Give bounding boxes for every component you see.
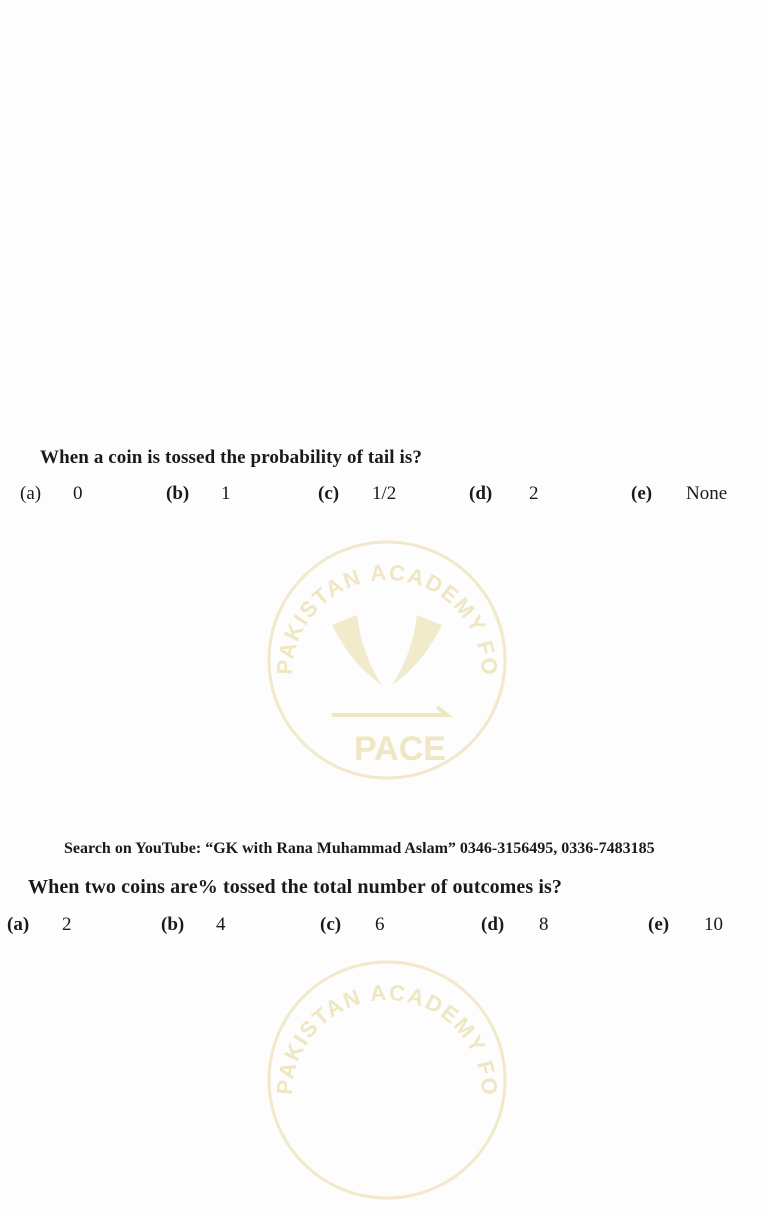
option-value: 2 <box>62 914 72 935</box>
option-value: 2 <box>529 483 539 504</box>
option-value: None <box>686 483 728 504</box>
q2-option-e <box>648 914 723 936</box>
option-label: (b) <box>161 914 185 935</box>
q2-option-c <box>320 914 385 936</box>
option-label: (e) <box>631 483 653 504</box>
option-label: (a) <box>7 914 30 935</box>
q1-option-a <box>20 483 83 505</box>
q2-option-b <box>161 914 226 936</box>
option-label: (c) <box>318 483 340 504</box>
q1-option-d <box>469 483 539 505</box>
option-value: 8 <box>539 914 549 935</box>
q1-option-b <box>166 483 231 505</box>
q1-option-e <box>631 483 728 505</box>
option-value: 6 <box>375 914 385 935</box>
option-label: (a) <box>20 483 42 504</box>
option-value: 1/2 <box>372 483 397 504</box>
q2-option-d <box>481 914 549 936</box>
option-value: 0 <box>73 483 83 504</box>
option-label: (b) <box>166 483 190 504</box>
option-label: (d) <box>481 914 505 935</box>
svg-text:PAKISTAN ACADEMY FOR COMPETITI: PAKISTAN ACADEMY FO <box>271 979 503 1098</box>
pace-watermark-logo-bottom <box>262 955 512 1098</box>
svg-text:PACE: PACE <box>354 730 446 768</box>
option-label: (d) <box>469 483 493 504</box>
option-label: (e) <box>648 914 670 935</box>
q1-option-c <box>318 483 397 505</box>
svg-text:PAKISTAN ACADEMY FOR COMPETITI: PAKISTAN ACADEMY FO <box>271 559 503 678</box>
question-2-text: When two coins are% tossed the total number of outcomes is? <box>28 876 563 898</box>
pace-watermark-logo <box>262 535 512 785</box>
option-value: 1 <box>221 483 231 504</box>
option-value: 10 <box>704 914 723 935</box>
question-1-text: When a coin is tossed the probability of tail is? <box>40 447 422 468</box>
youtube-contact-footer: Search on YouTube: “GK with Rana Muhammad Aslam” 0346-3156495, 0336-7483185 <box>64 840 655 857</box>
option-value: 4 <box>216 914 226 935</box>
option-label: (c) <box>320 914 342 935</box>
q2-option-a <box>7 914 72 936</box>
